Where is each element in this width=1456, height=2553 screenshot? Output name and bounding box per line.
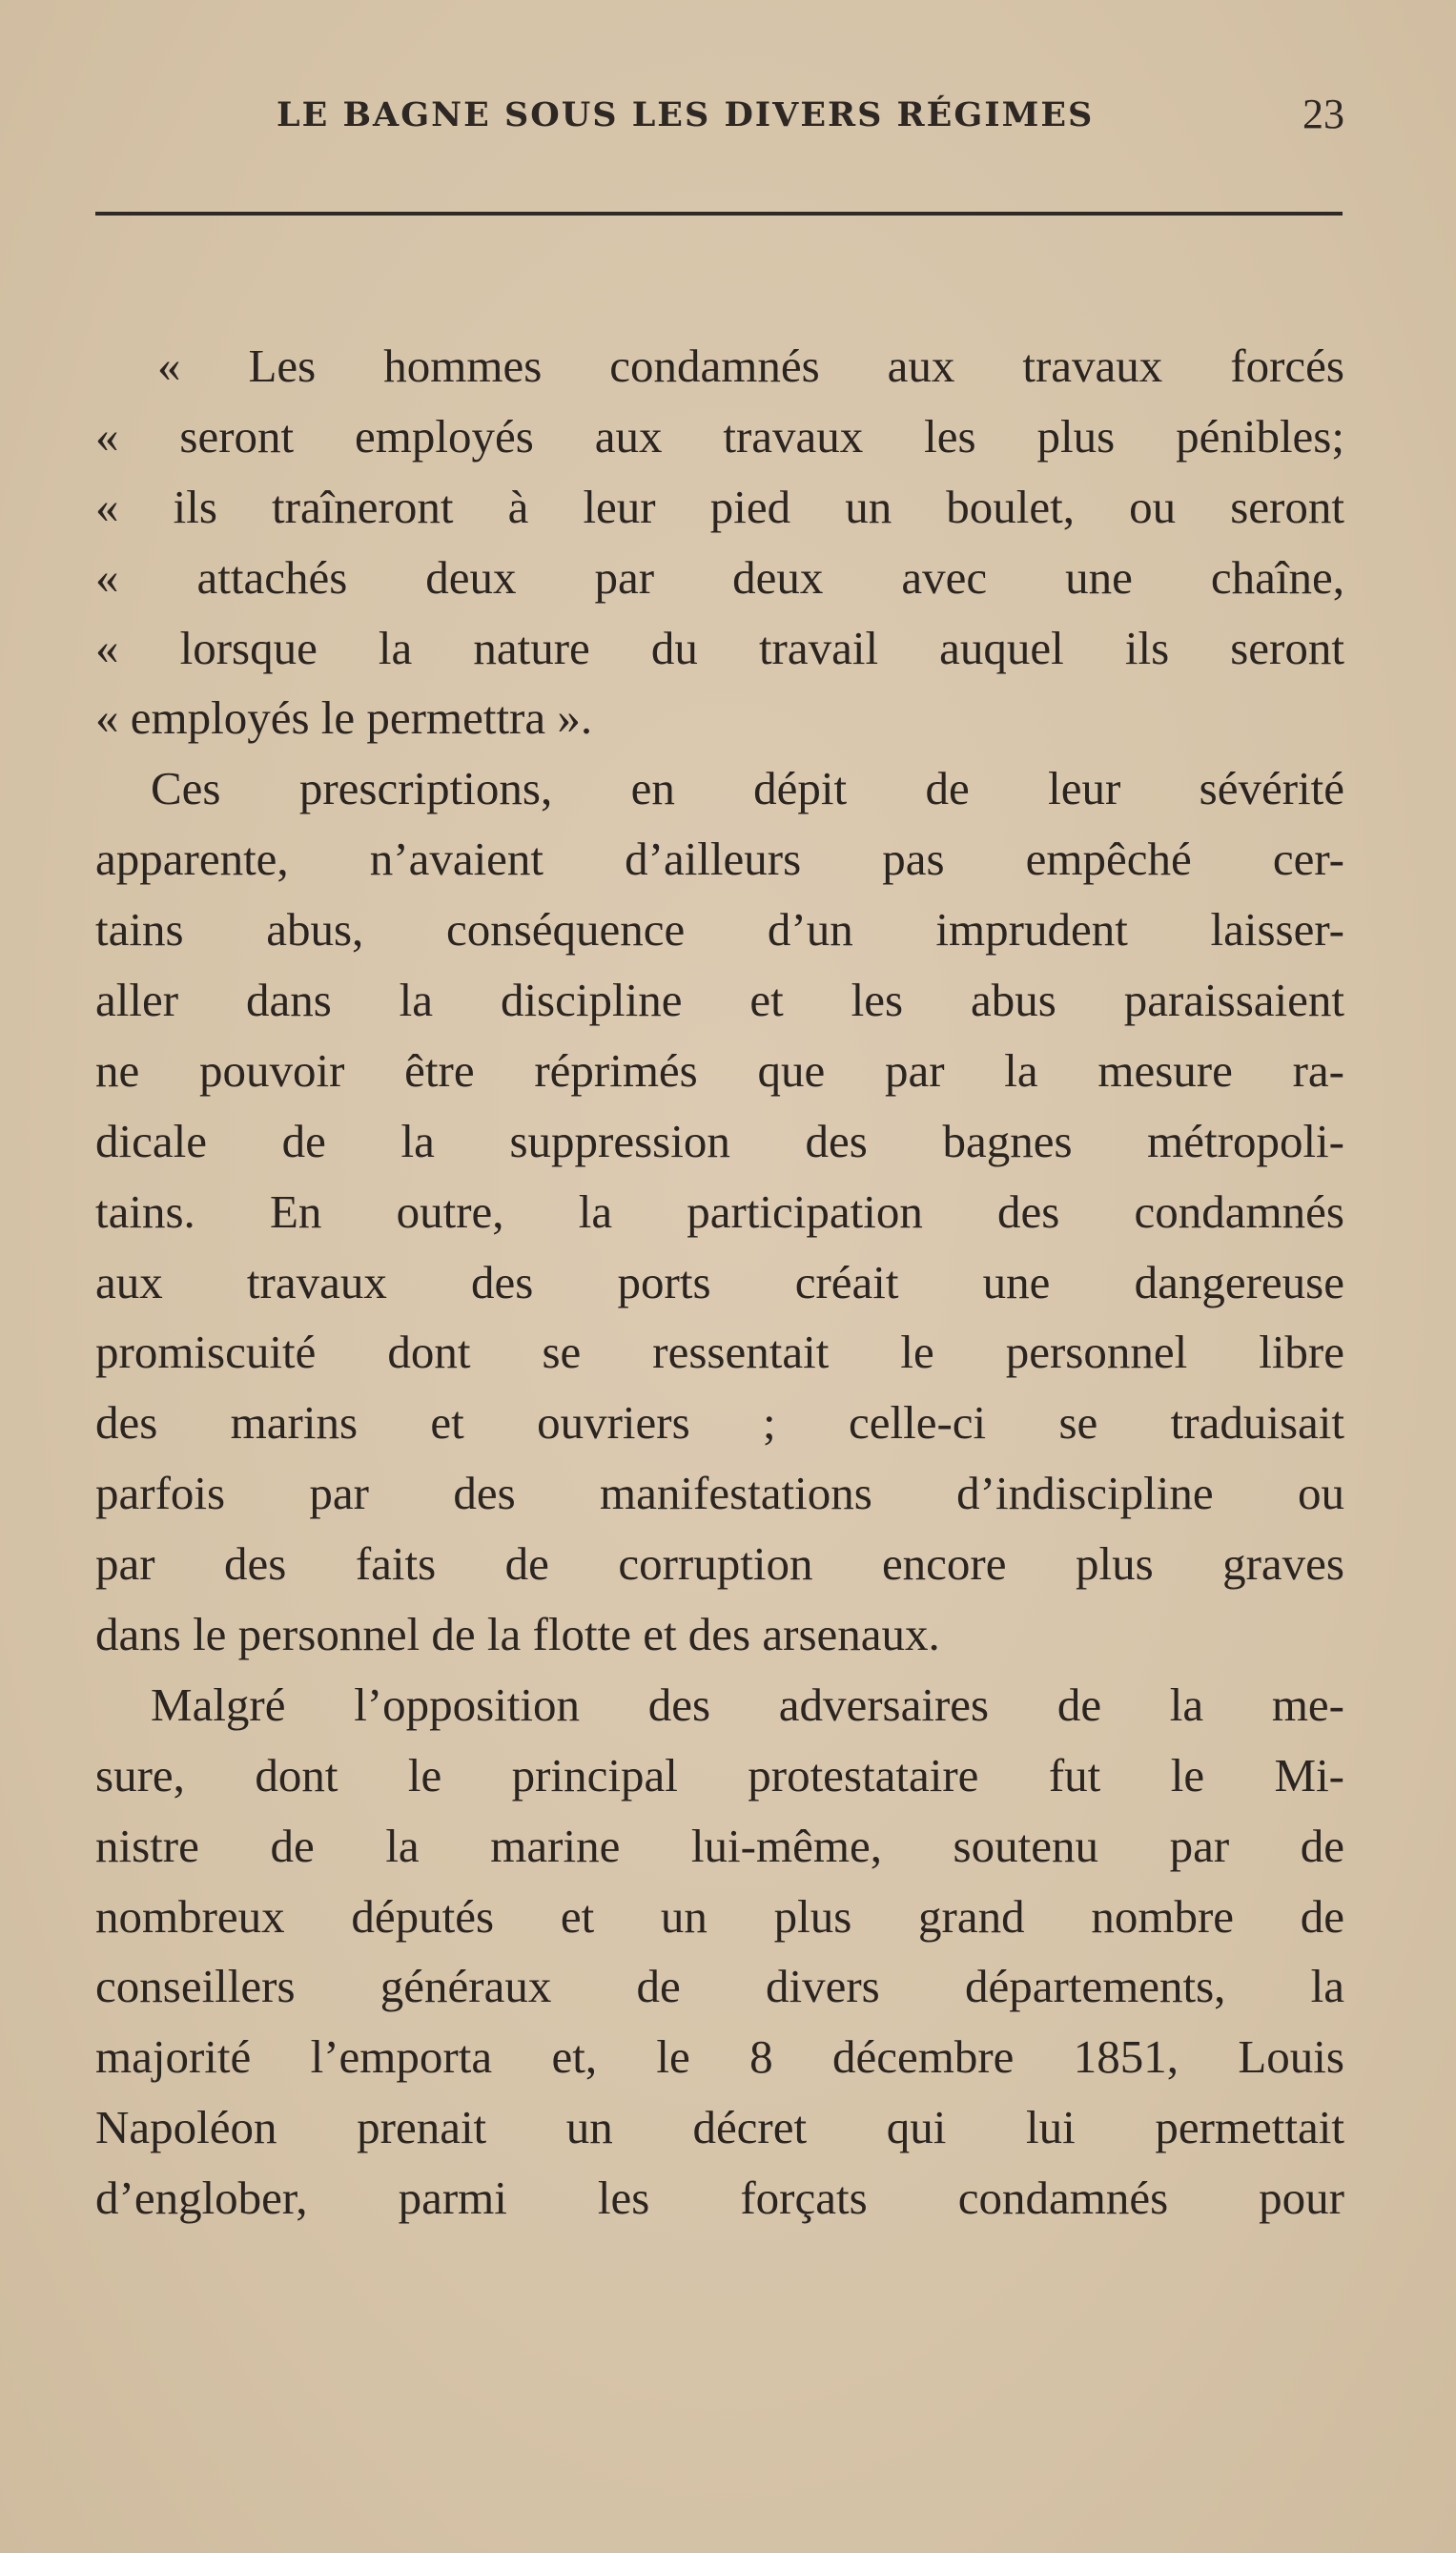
text-line: nombreux députés et un plus grand nombre de: [95, 1889, 1344, 1943]
text-line: majorité l’emporta et, le 8 décembre 1851, Louis: [95, 2030, 1344, 2084]
text-line: dans le personnel de la flotte et des arsenaux.: [95, 1608, 940, 1661]
text-line: des marins et ouvriers ; celle-ci se traduisait: [95, 1396, 1344, 1450]
text-line: par des faits de corruption encore plus graves: [95, 1537, 1344, 1591]
text-line: aller dans la discipline et les abus paraissaient: [95, 974, 1344, 1027]
text-line: Malgré l’opposition des adversaires de la me-: [151, 1678, 1344, 1731]
text-line: « attachés deux par deux avec une chaîne,: [95, 550, 1344, 604]
text-line: tains. En outre, la participation des condamnés: [95, 1184, 1344, 1238]
text-line: conseillers généraux de divers départements, la: [95, 1960, 1344, 2013]
text-line: apparente, n’avaient d’ailleurs pas empêché cer-: [95, 833, 1344, 886]
text-line: Ces prescriptions, en dépit de leur sévérité: [151, 762, 1344, 815]
text-line: parfois par des manifestations d’indiscipline ou: [95, 1467, 1344, 1520]
page-number: 23: [1302, 91, 1344, 137]
running-header: [95, 88, 1344, 145]
text-line: sure, dont le principal protestataire fut le Mi-: [95, 1748, 1344, 1802]
running-title: LE BAGNE SOUS LES DIVERS RÉGIMES: [277, 95, 1095, 134]
header-rule: [95, 212, 1343, 216]
text-line: aux travaux des ports créait une dangereuse: [95, 1255, 1344, 1308]
body-text: [95, 331, 1344, 2234]
text-line: « lorsque la nature du travail auquel ils seront: [95, 621, 1344, 674]
text-line: tains abus, conséquence d’un imprudent laisser-: [95, 903, 1344, 957]
text-line: « seront employés aux travaux les plus pénibles;: [95, 409, 1344, 463]
text-line: Napoléon prenait un décret qui lui permettait: [95, 2101, 1344, 2154]
text-line: promiscuité dont se ressentait le personnel libre: [95, 1326, 1344, 1379]
text-line: ne pouvoir être réprimés que par la mesure ra-: [95, 1043, 1344, 1097]
text-line: d’englober, parmi les forçats condamnés pour: [95, 2172, 1344, 2225]
text-line: « Les hommes condamnés aux travaux forcés: [157, 340, 1344, 392]
text-line: nistre de la marine lui-même, soutenu par de: [95, 1819, 1344, 1872]
text-line: « ils traîneront à leur pied un boulet, ou seront: [95, 480, 1344, 533]
text-line: « employés le permettra ».: [95, 691, 593, 745]
text-line: dicale de la suppression des bagnes métropoli-: [95, 1114, 1344, 1167]
